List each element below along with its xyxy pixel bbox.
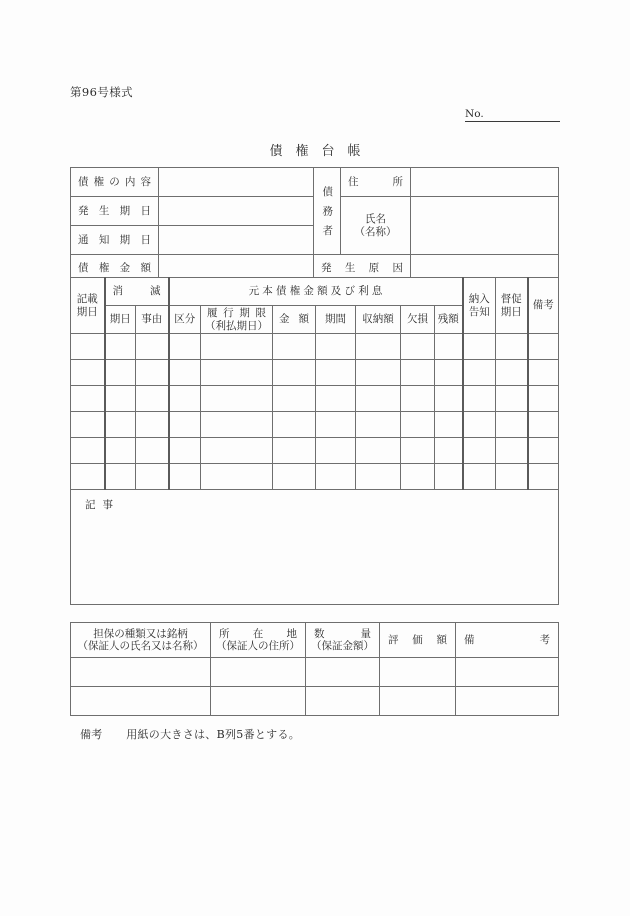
cell-demand-date[interactable] xyxy=(496,464,528,490)
cell-payment-notice[interactable] xyxy=(463,464,496,490)
cell-record-date[interactable] xyxy=(71,334,105,360)
cell-extinguish-reason[interactable] xyxy=(136,360,169,386)
table-row xyxy=(71,658,559,687)
cell-received-amount[interactable] xyxy=(356,386,401,412)
header-collateral-kind xyxy=(71,623,211,658)
label-debt-amount: 債権金額 xyxy=(78,261,151,274)
header-extinguish-date-label: 期日 xyxy=(109,313,131,326)
cell-balance[interactable] xyxy=(435,412,463,438)
cell-due-date[interactable] xyxy=(201,438,273,464)
collateral-header-row xyxy=(71,623,559,658)
header-collateral-remarks xyxy=(456,623,559,658)
debt-info-table xyxy=(70,167,559,282)
cell-extinguish-reason[interactable] xyxy=(136,438,169,464)
notes-cell[interactable] xyxy=(71,490,559,605)
cell-balance[interactable] xyxy=(435,464,463,490)
cell-period[interactable] xyxy=(316,438,356,464)
cell-period[interactable] xyxy=(316,386,356,412)
document-number-field[interactable] xyxy=(465,108,560,122)
cell-label-debtor xyxy=(314,168,341,255)
header-amount-label: 金額 xyxy=(279,313,309,326)
header-deficit-label: 欠損 xyxy=(407,313,428,326)
label-debt-content: 債権の内容 xyxy=(78,175,151,188)
cell-deficit[interactable] xyxy=(401,464,435,490)
header-extinguish-date xyxy=(105,306,136,334)
header-extinguish-reason xyxy=(136,306,169,334)
cell-extinguish-date[interactable] xyxy=(105,464,136,490)
cell-collateral-location[interactable] xyxy=(211,658,306,687)
cell-record-date[interactable] xyxy=(71,464,105,490)
cell-extinguish-date[interactable] xyxy=(105,412,136,438)
cell-due-date[interactable] xyxy=(201,360,273,386)
cell-extinguish-date[interactable] xyxy=(105,360,136,386)
label-origin: 発生原因 xyxy=(321,261,403,274)
cell-label-notice-date xyxy=(71,226,159,255)
cell-payment-notice[interactable] xyxy=(463,334,496,360)
header-record-date-line2: 期日 xyxy=(76,305,98,318)
cell-classification[interactable] xyxy=(169,386,201,412)
cell-received-amount[interactable] xyxy=(356,334,401,360)
cell-due-date[interactable] xyxy=(201,412,273,438)
header-collateral-location xyxy=(211,623,306,658)
cell-due-date[interactable] xyxy=(201,334,273,360)
page-title: 債権台帳 xyxy=(269,144,374,159)
cell-extinguish-date[interactable] xyxy=(105,438,136,464)
cell-due-date[interactable] xyxy=(201,464,273,490)
header-collateral-remarks-label: 備考 xyxy=(464,633,550,646)
header-extinguish-reason-label: 事由 xyxy=(141,313,163,326)
cell-payment-notice[interactable] xyxy=(463,438,496,464)
form-code: 第96号様式 xyxy=(70,85,134,99)
document-number-label: No. xyxy=(465,108,484,120)
header-demand-date-line2: 期日 xyxy=(500,305,522,318)
header-received-amount-label: 収納額 xyxy=(362,313,394,326)
cell-amount[interactable] xyxy=(273,412,316,438)
cell-extinguish-reason[interactable] xyxy=(136,386,169,412)
cell-remarks[interactable] xyxy=(528,334,559,360)
cell-deficit[interactable] xyxy=(401,386,435,412)
cell-extinguish-reason[interactable] xyxy=(136,334,169,360)
cell-record-date[interactable] xyxy=(71,438,105,464)
header-collateral-kind-line2: （保証人の氏名又は名称） xyxy=(77,640,204,652)
label-name-line1: 氏名 xyxy=(365,213,386,226)
cell-amount[interactable] xyxy=(273,386,316,412)
ledger-table xyxy=(70,277,559,605)
cell-due-date[interactable] xyxy=(201,386,273,412)
cell-record-date[interactable] xyxy=(71,360,105,386)
cell-classification[interactable] xyxy=(169,334,201,360)
table-row xyxy=(71,464,559,490)
header-due-date-line1: 履行期限 xyxy=(207,307,266,320)
header-record-date xyxy=(71,278,105,334)
cell-extinguish-date[interactable] xyxy=(105,334,136,360)
table-row xyxy=(71,687,559,716)
header-payment-notice-line1: 納入 xyxy=(468,293,490,306)
cell-balance[interactable] xyxy=(435,360,463,386)
cell-value-notice-date[interactable] xyxy=(159,226,314,255)
cell-value-debt-content[interactable] xyxy=(159,168,314,197)
header-collateral-quantity xyxy=(306,623,380,658)
footer-note-text: 用紙の大きさは、B列5番とする。 xyxy=(126,728,301,741)
header-deficit xyxy=(401,306,435,334)
label-notice-date: 通知期日 xyxy=(78,233,151,246)
cell-extinguish-reason[interactable] xyxy=(136,464,169,490)
cell-demand-date[interactable] xyxy=(496,360,528,386)
cell-payment-notice[interactable] xyxy=(463,360,496,386)
header-due-date-line2: （利払期日） xyxy=(205,319,268,332)
header-balance-label: 残額 xyxy=(437,313,459,326)
cell-deficit[interactable] xyxy=(401,360,435,386)
table-row xyxy=(71,412,559,438)
header-collateral-kind-line1: 担保の種類又は銘柄 xyxy=(93,627,188,640)
cell-remarks[interactable] xyxy=(528,464,559,490)
cell-collateral-kind[interactable] xyxy=(71,658,211,687)
collateral-table xyxy=(70,622,559,716)
header-collateral-quantity-line2: （保証金額） xyxy=(311,640,374,652)
cell-payment-notice[interactable] xyxy=(463,412,496,438)
header-amount xyxy=(273,306,316,334)
cell-deficit[interactable] xyxy=(401,412,435,438)
header-extinguish-group-label: 消滅 xyxy=(112,285,161,298)
cell-classification[interactable] xyxy=(169,464,201,490)
cell-collateral-valuation[interactable] xyxy=(380,658,456,687)
cell-extinguish-reason[interactable] xyxy=(136,412,169,438)
label-debtor: 債務者 xyxy=(321,186,334,245)
cell-period[interactable] xyxy=(316,412,356,438)
cell-label-address xyxy=(341,168,411,197)
header-remarks-label: 備考 xyxy=(532,299,554,312)
header-principal-group-label: 元本債権金額及び利息 xyxy=(248,285,386,298)
cell-label-occurrence-date xyxy=(71,197,159,226)
cell-demand-date[interactable] xyxy=(496,412,528,438)
ledger-header-row-1 xyxy=(71,278,559,306)
cell-payment-notice[interactable] xyxy=(463,386,496,412)
header-demand-date xyxy=(496,278,528,334)
cell-deficit[interactable] xyxy=(401,438,435,464)
cell-demand-date[interactable] xyxy=(496,438,528,464)
header-period xyxy=(316,306,356,334)
cell-label-name xyxy=(341,197,411,255)
header-record-date-line1: 記載 xyxy=(76,293,98,306)
table-row xyxy=(71,386,559,412)
cell-amount[interactable] xyxy=(273,438,316,464)
cell-amount[interactable] xyxy=(273,334,316,360)
cell-demand-date[interactable] xyxy=(496,334,528,360)
header-collateral-valuation-label: 評価額 xyxy=(388,633,447,646)
cell-record-date[interactable] xyxy=(71,386,105,412)
header-period-label: 期間 xyxy=(325,313,346,326)
cell-classification[interactable] xyxy=(169,412,201,438)
cell-period[interactable] xyxy=(316,464,356,490)
notes-label: 記事 xyxy=(85,499,120,511)
table-row xyxy=(71,360,559,386)
cell-remarks[interactable] xyxy=(528,386,559,412)
cell-classification[interactable] xyxy=(169,360,201,386)
table-row xyxy=(71,438,559,464)
header-classification-label: 区分 xyxy=(174,313,196,326)
cell-remarks[interactable] xyxy=(528,360,559,386)
header-collateral-location-line1: 所在地 xyxy=(219,627,297,640)
cell-collateral-quantity[interactable] xyxy=(306,658,380,687)
header-due-date xyxy=(201,306,273,334)
header-balance xyxy=(435,306,463,334)
label-name-line2: （名称） xyxy=(354,225,397,238)
cell-classification[interactable] xyxy=(169,438,201,464)
cell-deficit[interactable] xyxy=(401,334,435,360)
cell-value-address[interactable] xyxy=(411,168,559,197)
label-occurrence-date: 発生期日 xyxy=(78,204,151,217)
table-row xyxy=(71,334,559,360)
cell-received-amount[interactable] xyxy=(356,438,401,464)
cell-value-occurrence-date[interactable] xyxy=(159,197,314,226)
cell-received-amount[interactable] xyxy=(356,464,401,490)
cell-value-name[interactable] xyxy=(411,197,559,255)
cell-received-amount[interactable] xyxy=(356,412,401,438)
header-payment-notice xyxy=(463,278,496,334)
cell-collateral-remarks[interactable] xyxy=(456,658,559,687)
header-classification xyxy=(169,306,201,334)
cell-period[interactable] xyxy=(316,334,356,360)
cell-collateral-kind[interactable] xyxy=(71,687,211,716)
header-collateral-quantity-line1: 数量 xyxy=(314,627,371,640)
header-payment-notice-line2: 告知 xyxy=(468,305,490,318)
cell-amount[interactable] xyxy=(273,464,316,490)
header-remarks xyxy=(528,278,559,334)
cell-received-amount[interactable] xyxy=(356,360,401,386)
footer-note-label: 備考 xyxy=(80,728,103,741)
cell-period[interactable] xyxy=(316,360,356,386)
header-received-amount xyxy=(356,306,401,334)
header-extinguish-group xyxy=(105,278,169,306)
cell-amount[interactable] xyxy=(273,360,316,386)
cell-balance[interactable] xyxy=(435,386,463,412)
cell-balance[interactable] xyxy=(435,334,463,360)
cell-extinguish-date[interactable] xyxy=(105,386,136,412)
cell-collateral-quantity[interactable] xyxy=(306,687,380,716)
table-row xyxy=(71,168,559,197)
header-demand-date-line1: 督促 xyxy=(500,293,522,306)
cell-collateral-valuation[interactable] xyxy=(380,687,456,716)
cell-collateral-remarks[interactable] xyxy=(456,687,559,716)
cell-record-date[interactable] xyxy=(71,412,105,438)
cell-remarks[interactable] xyxy=(528,438,559,464)
header-principal-group xyxy=(169,278,463,306)
cell-balance[interactable] xyxy=(435,438,463,464)
header-collateral-valuation xyxy=(380,623,456,658)
footer-note xyxy=(80,726,300,742)
cell-collateral-location[interactable] xyxy=(211,687,306,716)
notes-row xyxy=(71,490,559,605)
label-address: 住所 xyxy=(348,175,403,188)
cell-demand-date[interactable] xyxy=(496,386,528,412)
cell-label-debt-content xyxy=(71,168,159,197)
cell-remarks[interactable] xyxy=(528,412,559,438)
header-collateral-location-line2: （保証人の住所） xyxy=(216,640,300,652)
